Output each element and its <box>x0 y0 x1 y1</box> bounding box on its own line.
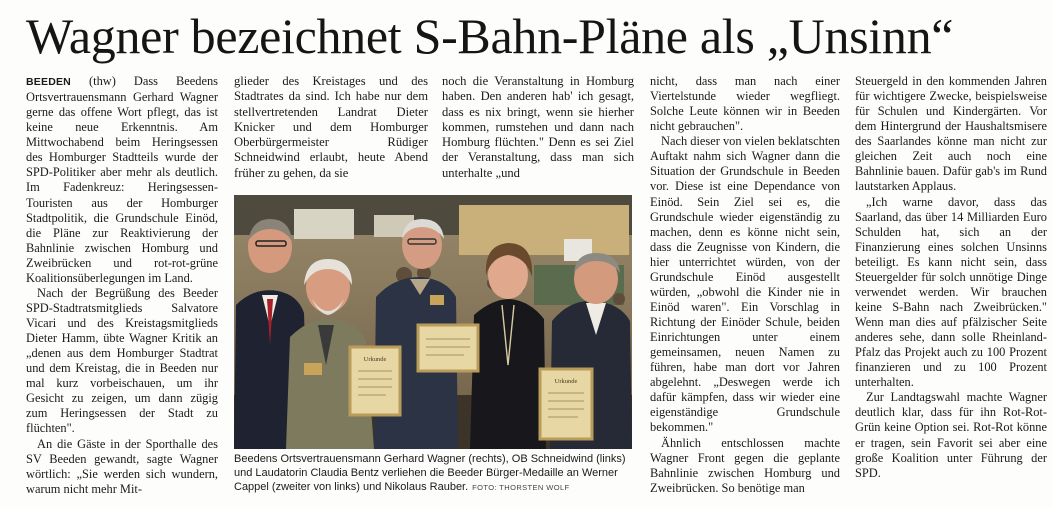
paragraph: Nach dieser von vielen beklatschten Auftakt nahm sich Wagner dann die Situation der Grundschule in Beeden vor. Diese ist eine Dependance von Einöd. Sein Ziel sei es, die Grundschule wieder eigenständig zu machen, denn es könne nicht sein, dass die Zeugnisse von Kindern, die hier unterrichtet würden, von der Grundschule Einöd ausgestellt würden, „obwohl die Kinder nie in Einöd waren". Ein Vorschlag in Richtung der Einöder Schule, beiden Einrichtungen unter einem gemeinsamen, neuen Namen zu führen, habe man dort vor Jahren abgelehnt. „Deswegen werde ich dafür kämpfen, dass wir wieder eine eigenständige Grundschule bekommen." <box>650 134 840 435</box>
certificate-1 <box>350 347 400 415</box>
headline: Wagner bezeichnet S-Bahn-Pläne als „Unsinn“ <box>26 8 954 64</box>
paragraph: BEEDEN (thw) Dass Beedens Ortsvertrauensmann Gerhard Wagner gerne das offene Wort pflegt, das ist keine neue Erkenntnis. Am Mittwochabend beim Heringsessen des Homburger Stadtteils wurde der SPD-Politiker aber mehr als deutlich. Im Fadenkreuz: Heringsessen-Touristen aus der Homburger Stadtpolitik, die Grundschule Einöd, die Pläne zur Reaktivierung der Bahnlinie zwischen Homburg und Zweibrücken und rot-rot-grüne Koalitionsüberlegungen im Land. <box>26 74 218 285</box>
paragraph: An die Gäste in der Sporthalle des SV Beeden gewandt, sagte Wagner wörtlich: „Sie werden sich wundern, warum nicht mehr Mit- <box>26 436 218 496</box>
svg-text:Urkunde: Urkunde <box>554 378 578 385</box>
caption-text: Beedens Ortsvertrauensmann Gerhard Wagner (rechts), OB Schneidwind (links) und Laudatorin Claudia Bentz verliehen die Beeder Bürger-Medaille an Werner Cappel (zweiter von links) und Nikolaus Rauber. <box>234 453 626 493</box>
column-2 <box>234 74 428 181</box>
column-5 <box>855 74 1047 481</box>
paragraph: Nach der Begrüßung des Beeder SPD-Stadtratsmitglieds Salvatore Vicari und des Kreistagsmitglieds Dieter Hamm, übte Wagner Kritik an „denen aus dem Homburger Stadtrat und dem Kreistag, die in Beeden nur mal kurz vorbeischauen, um ihr Gesicht zu zeigen, um dann zügig zum Heringsessen der Stadt zu flüchten". <box>26 285 218 436</box>
paragraph: nicht, dass man nach einer Viertelstunde wieder wegfliegt. Solche Leute können wir in Beeden nicht gebrauchen". <box>650 74 840 134</box>
certificate-3 <box>540 369 592 439</box>
paragraph: Ähnlich entschlossen machte Wagner Front gegen die geplante Bahnlinie zwischen Homburg und Zweibrücken. So benötige man <box>650 435 840 495</box>
column-4 <box>650 74 840 496</box>
paragraph: Steuergeld in den kommenden Jahren für wichtigere Zwecke, beispielsweise für Schulen und Kindergärten. Vor dem Hintergrund der Haushaltsmisere des Saarlandes könne man nicht zur gleichen Zeit auch noch eine Bahnlinie bauen. Dafür gab's im Rund lautstarken Applaus. <box>855 74 1047 194</box>
paragraph: Zur Landtagswahl machte Wagner deutlich klar, dass für ihn Rot-Rot-Grün keine Option sei. Rot-Rot könne er tragen, sein Favorit sei aber eine große Koalition unter Führung der SPD. <box>855 390 1047 480</box>
certificate-2 <box>418 325 478 371</box>
paragraph: noch die Veranstaltung in Homburg haben. Den anderen hab' ich gesagt, dass es nix bringt, wenn sie hierher kommen, rumstehen und dann nach Homburg flüchten." Denn es sei Ziel der Veranstaltung, dass man sich unterhalte „und <box>442 74 634 180</box>
column-3 <box>442 74 634 181</box>
paragraph: „Ich warne davor, dass das Saarland, das über 14 Milliarden Euro Schulden hat, sich an der Finanzierung eines solchen Unsinns beteiligt. Es kann nicht sein, dass Steuergelder für solch unnötige Dinge verwendet werden. Wir brauchen keine S-Bahn nach Zweibrücken." Wenn man dies auf pfälzischer Seite anderes sehe, dann solle Rheinland-Pfalz das Projekt auch zu 100 Prozent finanzieren und zu 100 Prozent unterhalten. <box>855 194 1047 390</box>
news-photo <box>234 195 632 449</box>
photo-caption <box>234 452 634 495</box>
paragraph: glieder des Kreistages und des Stadtrates da sind. Ich habe nur dem stellvertretenden Landrat Dieter Knicker und dem Homburger Oberbürgermeister Rüdiger Schneidwind erlaubt, heute Abend früher zu gehen, da sie <box>234 74 428 180</box>
svg-text:Urkunde: Urkunde <box>363 356 387 363</box>
dateline: BEEDEN <box>26 76 71 88</box>
photo-credit: FOTO: THORSTEN WOLF <box>472 483 570 492</box>
column-1 <box>26 74 218 497</box>
